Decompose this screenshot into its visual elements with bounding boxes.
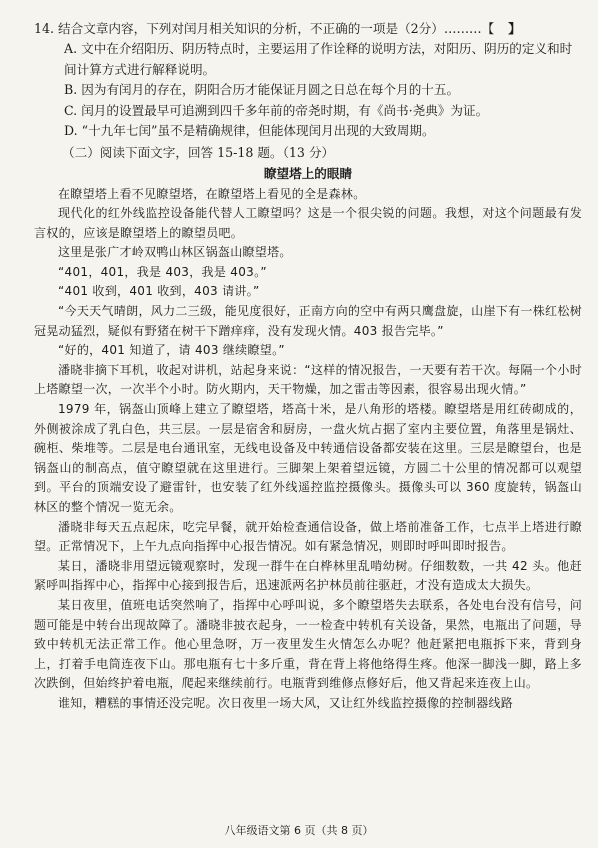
article-paragraph: 这里是张广才岭双鸭山林区锅盔山瞭望塔。 [58,245,292,260]
option-b [34,80,582,101]
article-paragraph: 某日，潘晓非用望远镜观察时，发现一群牛在白桦林里乱啃幼树。仔细数数，一共 42 头。他赶紧呼叫指挥中心，指挥中心接到报告后，迅速派两名护林员前往驱赶，才没有造成太大损失。 [34,558,582,593]
article-paragraph: 在瞭望塔上看不见瞭望塔，在瞭望塔上看见的全是森林。 [58,186,366,201]
article-paragraph: 谁知，糟糕的事情还没完呢。次日夜里一场大风，又让红外线监控摄像的控制器线路 [58,695,514,710]
article-paragraph: “401，401，我是 403，我是 403。” [58,264,267,279]
question-14-stem [34,18,582,39]
article-paragraph: 某日夜里，值班电话突然响了，指挥中心呼叫说，多个瞭望塔失去联系，各处电台没有信号，问题可能是中转台出现故障了。潘晓非披衣起身，一一检查中转机有关设备，果然，电瓶出了问题，导致中转机无法正常工作。他心里急呀，万一夜里发生火情怎么办呢？他赶紧把电瓶拆下来，背到身上，打着手电筒连夜下山。那电瓶有七十多斤重，背在背上将他络得生疼。他深一脚浅一脚，路上多次跌倒，但始终护着电瓶，爬起来继续前行。电瓶背到维修点修好后，他又背起来连夜上山。 [34,597,582,691]
option-b-text: B. 因为有闰月的存在，阴阳合历才能保证月圆之日总在每个月的十五。 [64,82,460,97]
option-a-text: A. 文中在介绍阳历、阴历特点时，主要运用了作诠释的说明方法，对阳历、阴历的定义和时间计算方式进行解释说明。 [64,41,573,77]
article-paragraph: 潘晓非每天五点起床，吃完早餐，就开始检查通信设备，做上塔前准备工作，七点半上塔进行瞭望。正常情况下，上午九点向指挥中心报告情况。如有紧急情况，则即时呼叫即时报告。 [34,519,582,554]
option-c-text: C. 闰月的设置最早可追溯到四千多年前的帝尧时期，有《尚书·尧典》为证。 [64,102,489,118]
question-14-text: 14. 结合文章内容，下列对闰月相关知识的分析，不正确的一项是（2分）………【 [34,21,495,36]
option-a [34,39,582,80]
answer-bracket-close: 】 [508,21,521,36]
page-footer: 八年级语文第 6 页（共 8 页） [224,824,374,837]
option-d-text: D. “十九年七闰”虽不是精确规律，但能体现闰月出现的大致周期。 [64,123,435,138]
article-paragraph: “今天天气晴朗，风力二三级，能见度很好，正南方向的空中有两只鹰盘旋，山崖下有一株红松树冠晃动猛烈，疑似有野猪在树干下蹭痒痒，没有发现火情。403 报告完毕。” [34,304,582,338]
article-paragraph: 1979 年，锅盔山顶峰上建立了瞭望塔，塔高十米，是八角形的塔楼。瞭望塔是用红砖砌成的，外侧被涂成了乳白色，共三层。一层是宿舍和厨房，一盘火炕占据了室内主要位置，角落里是锅灶、碗柜、柴堆等。二层是电台通讯室，无线电设备及中转通信设备都安装在这里。三层是瞭望台，也是锅盔山的制高点，值守瞭望就在这里进行。三脚架上架着望远镜，方圆二十公里的情况都可以观望到。平台的顶端安设了避雷针，也安装了红外线遥控监控摄像头。摄像头可以 360 度旋转，锅盔山林区的整个情况一览无余。 [34,402,582,514]
article-paragraph: “401 收到，401 收到，403 请讲。” [58,284,260,299]
article-title: 瞭望塔上的眼睛 [263,165,353,181]
article-paragraph: 潘晓非摘下耳机，收起对讲机，站起身来说：“这样的情况报告，一天要有若干次。每隔一个小时上塔瞭望一次，一次半个小时。防火期内，天干物燥，加之雷击等因素，很容易出现火情。” [34,362,582,397]
article-paragraph: “好的，401 知道了，请 403 继续瞭望。” [58,343,285,358]
option-d [34,121,582,142]
option-c [34,101,582,122]
article-paragraph: 现代化的红外线监控设备能代替人工瞭望吗？这是一个很尖锐的问题。我想，对这个问题最有发言权的，应该是瞭望塔上的瞭望员吧。 [34,206,582,240]
section-heading: （二）阅读下面文字，回答 15-18 题。（13 分） [62,144,335,160]
